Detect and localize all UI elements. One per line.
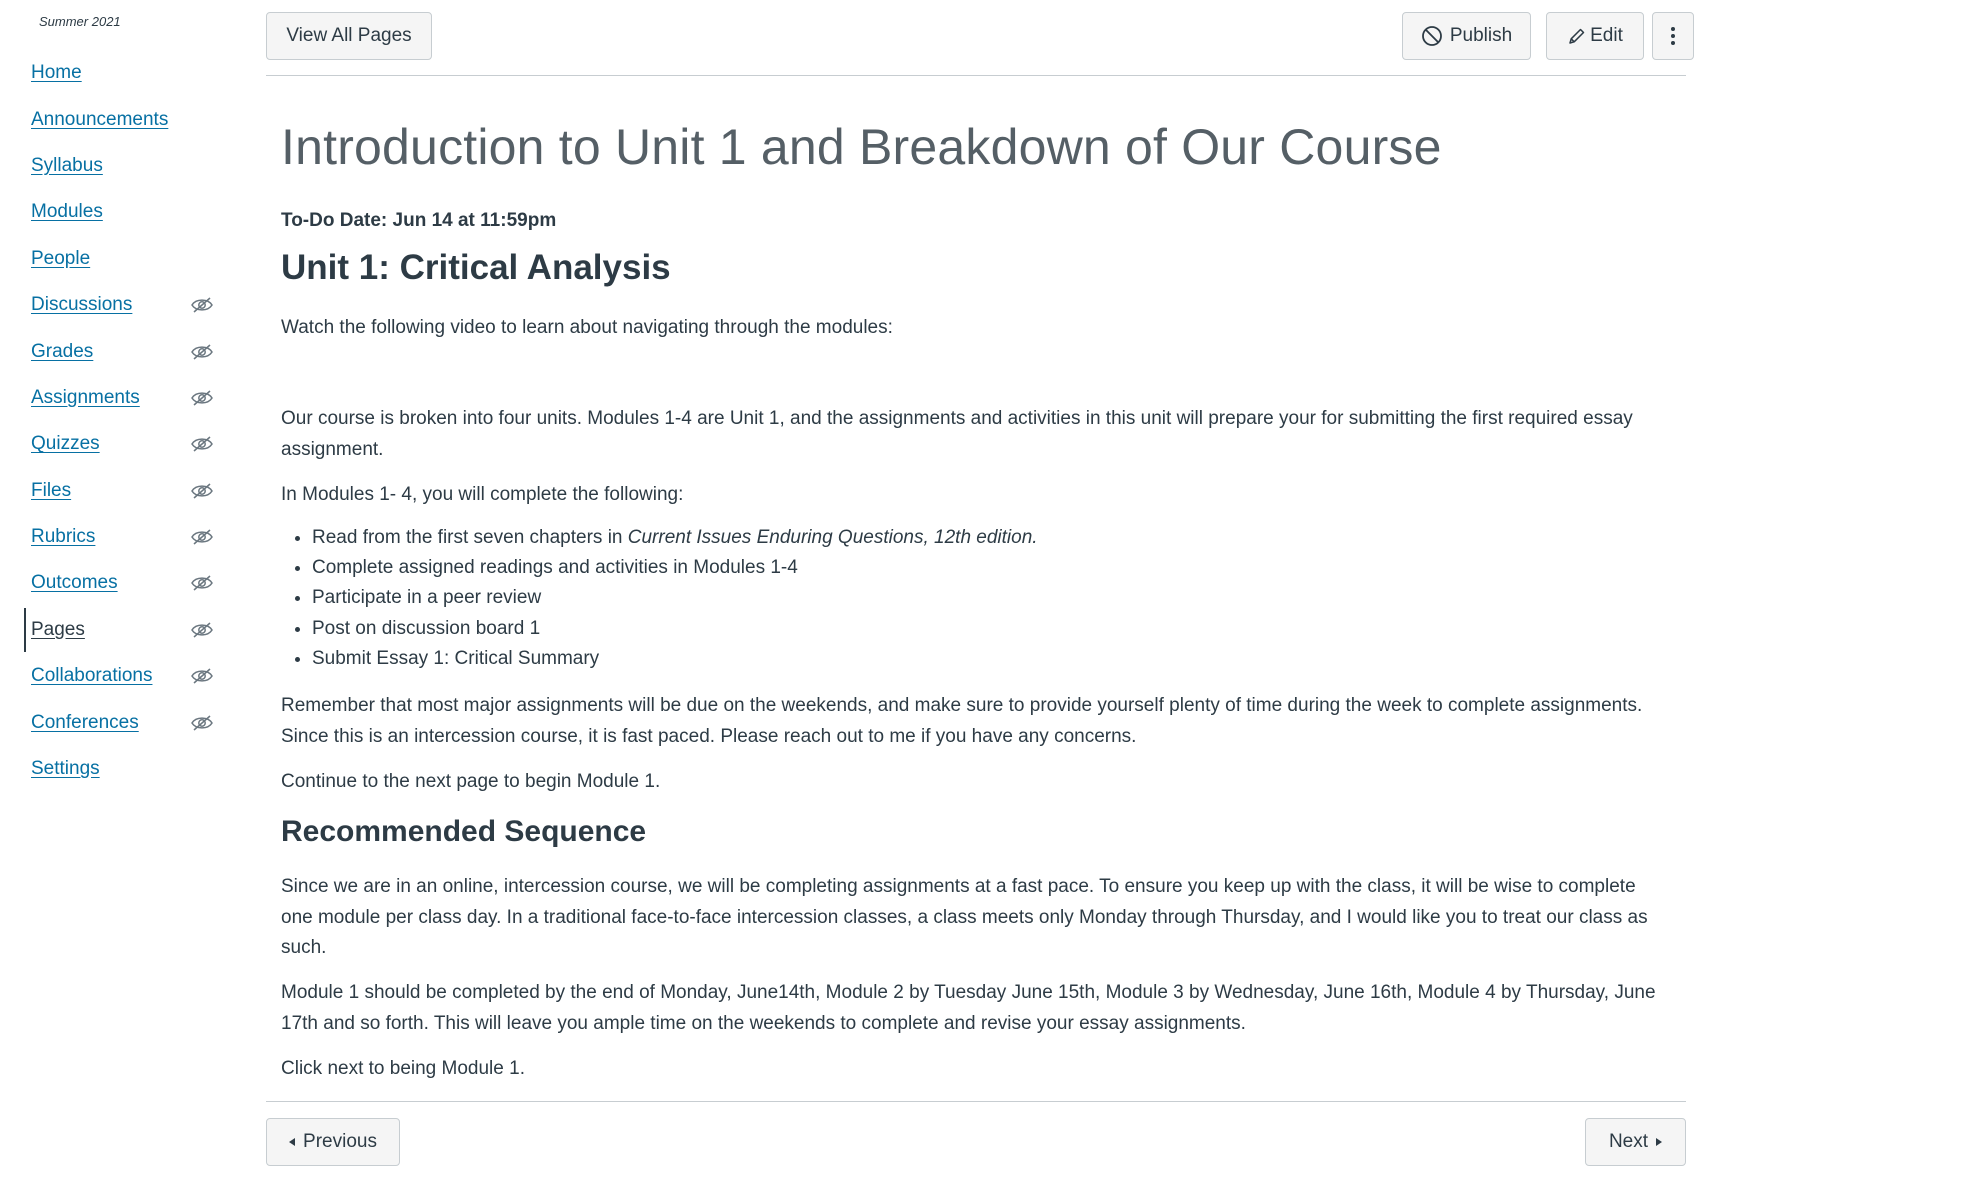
sidebar-item-people[interactable] [0, 236, 240, 282]
list-item [281, 644, 1038, 674]
sidebar-item-pages[interactable] [0, 607, 240, 653]
list-item-text: Submit Essay 1: Critical Summary [312, 647, 600, 669]
sidebar-item-label[interactable]: Outcomes [31, 572, 118, 594]
next-button[interactable] [1585, 1118, 1686, 1166]
sidebar-item-label[interactable]: Rubrics [31, 526, 96, 548]
sidebar-item-label[interactable]: Files [31, 479, 72, 501]
list-item-text: Complete assigned readings and activities in Modules 1-4 [312, 557, 798, 579]
sidebar-item-outcomes[interactable] [0, 560, 240, 606]
list-item [281, 583, 1038, 613]
sidebar-item-label[interactable]: Modules [31, 201, 103, 223]
course-breakdown-paragraph: Our course is broken into four units. Modules 1-4 are Unit 1, and the assignments and activities in this unit will prepare your for submitting the first required essay assignment. [281, 408, 1633, 460]
sidebar-item-label[interactable]: Grades [31, 340, 94, 362]
view-all-pages-button[interactable] [266, 12, 432, 60]
hidden-from-students-icon [190, 527, 214, 547]
sidebar-item-label[interactable]: Home [31, 62, 82, 84]
sidebar-item-modules[interactable] [0, 189, 240, 235]
publish-button[interactable] [1402, 12, 1531, 60]
click-next-text: Click next to being Module 1. [281, 1058, 525, 1079]
hidden-from-students-icon [190, 481, 214, 501]
sidebar-item-label[interactable]: Conferences [31, 711, 139, 733]
sequence-paragraph-1: Since we are in an online, intercession course, we will be completing assignments at a fast pace. To ensure you keep up with the class, it will be wise to complete one module per class day. In a traditional face-to-face intercession classes, a class meets only Monday through Thursday, and I would like you to treat our class as such. [281, 876, 1648, 958]
view-all-pages-label: View All Pages [286, 25, 412, 46]
sidebar-item-files[interactable] [0, 468, 240, 514]
list-item [281, 614, 1038, 644]
sidebar-item-label[interactable]: Collaborations [31, 665, 153, 687]
footer-divider [266, 1101, 1686, 1102]
reminder-paragraph: Remember that most major assignments will be due on the weekends, and make sure to provide yourself plenty of time during the week to complete assignments. Since this is an intercession course, it is fast paced. Please reach out to me if you have any concerns. [281, 695, 1643, 747]
previous-label: Previous [303, 1131, 377, 1152]
hidden-from-students-icon [190, 713, 214, 733]
sidebar-item-label[interactable]: Announcements [31, 108, 169, 130]
unpublished-icon [1421, 25, 1443, 47]
continue-text: Continue to the next page to begin Module 1. [281, 771, 661, 792]
sidebar-item-label[interactable]: Settings [31, 758, 100, 780]
sidebar-item-label[interactable]: Syllabus [31, 154, 103, 176]
sidebar-item-conferences[interactable] [0, 699, 240, 745]
list-item [281, 523, 1038, 553]
course-navigation [0, 0, 240, 1188]
todo-list [281, 523, 1038, 674]
more-options-button[interactable] [1652, 12, 1694, 60]
sidebar-item-syllabus[interactable] [0, 143, 240, 189]
sidebar-item-label[interactable]: Quizzes [31, 433, 100, 455]
sequence-paragraph-2: Module 1 should be completed by the end of Monday, June14th, Module 2 by Tuesday June 15th, Module 3 by Wednesday, June 16th, Module 4 by Thursday, June 17th and so forth. This will leave you ample time on the weekends to complete and revise your essay assignments. [281, 982, 1656, 1034]
sidebar-item-label[interactable]: Discussions [31, 294, 133, 316]
hidden-from-students-icon [190, 573, 214, 593]
sidebar-item-settings[interactable] [0, 746, 240, 792]
book-title: Current Issues Enduring Questions, 12th edition. [627, 527, 1038, 548]
next-label: Next [1608, 1131, 1649, 1152]
hidden-from-students-icon [190, 295, 214, 315]
sidebar-item-home[interactable] [0, 50, 240, 96]
hidden-from-students-icon [190, 434, 214, 454]
modules-intro-text: In Modules 1- 4, you will complete the following: [281, 484, 684, 505]
edit-label: Edit [1590, 25, 1623, 46]
hidden-from-students-icon [190, 666, 214, 686]
kebab-vertical-icon [1670, 26, 1676, 46]
term-label: Summer 2021 [39, 14, 121, 29]
hidden-from-students-icon [190, 388, 214, 408]
page-title: Introduction to Unit 1 and Breakdown of Our Course [281, 119, 1442, 175]
sidebar-item-label[interactable]: Assignments [31, 386, 140, 408]
caret-left-icon [289, 1138, 295, 1146]
caret-right-icon [1656, 1138, 1662, 1146]
sidebar-item-announcements[interactable] [0, 96, 240, 142]
course-nav-list [0, 50, 240, 792]
sidebar-item-grades[interactable] [0, 328, 240, 374]
sidebar-item-discussions[interactable] [0, 282, 240, 328]
sidebar-item-collaborations[interactable] [0, 653, 240, 699]
header-divider [266, 75, 1686, 76]
unit-heading: Unit 1: Critical Analysis [281, 248, 671, 287]
list-item [281, 553, 1038, 583]
publish-label: Publish [1449, 25, 1513, 46]
intro-video-text: Watch the following video to learn about navigating through the modules: [281, 317, 893, 338]
sidebar-item-label[interactable]: Pages [31, 618, 85, 640]
hidden-from-students-icon [190, 342, 214, 362]
edit-button[interactable] [1546, 12, 1644, 60]
list-item-text: Participate in a peer review [312, 587, 542, 609]
list-item-text: Read from the first seven chapters in [312, 527, 628, 548]
sidebar-item-rubrics[interactable] [0, 514, 240, 560]
sidebar-item-label[interactable]: People [31, 247, 91, 269]
hidden-from-students-icon [190, 620, 214, 640]
sidebar-item-quizzes[interactable] [0, 421, 240, 467]
pencil-icon [1567, 26, 1587, 46]
sidebar-item-assignments[interactable] [0, 375, 240, 421]
previous-button[interactable] [266, 1118, 400, 1166]
list-item-text: Post on discussion board 1 [312, 617, 541, 639]
todo-date: To-Do Date: Jun 14 at 11:59pm [281, 210, 557, 231]
sequence-heading: Recommended Sequence [281, 815, 647, 848]
